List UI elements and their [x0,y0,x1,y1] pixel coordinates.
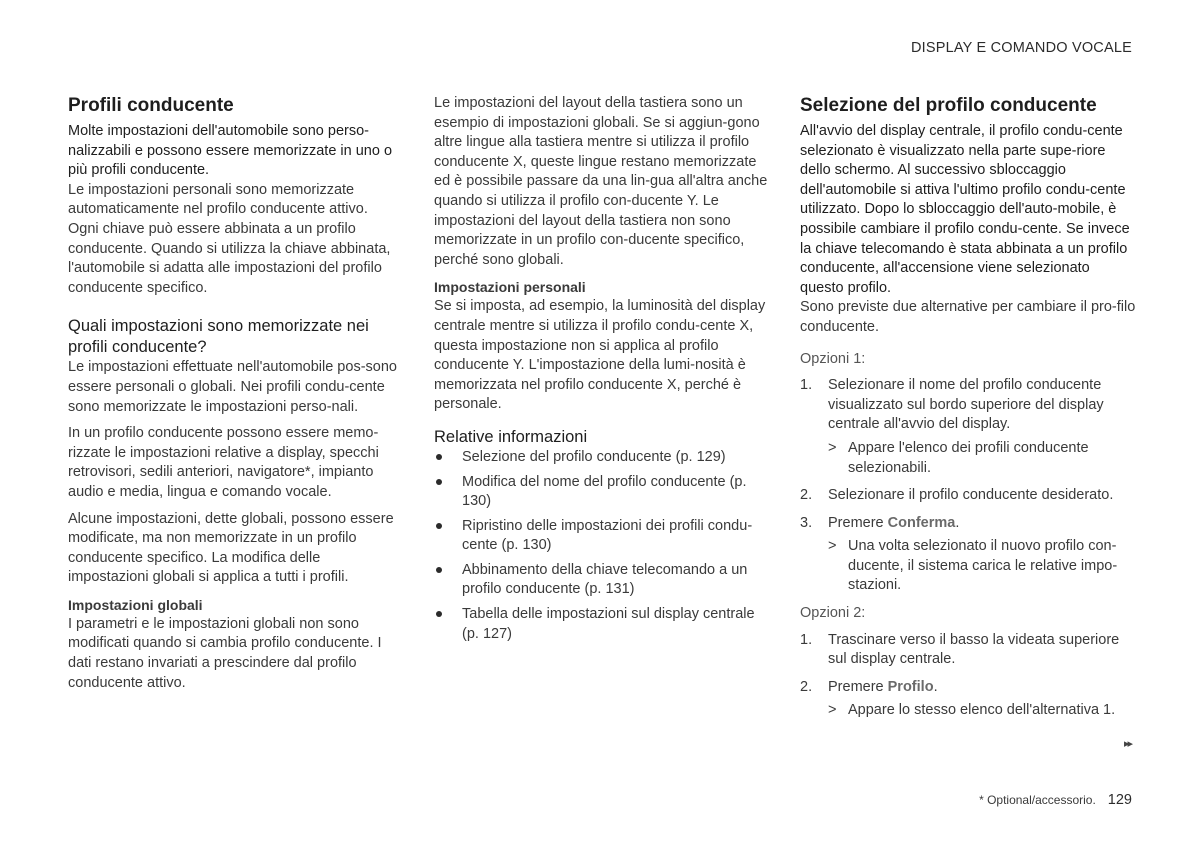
step-result: > Appare l'elenco dei profili conducente selezionabili. [828,439,1089,476]
step-item: 3. Premere Conferma. > Una volta selezionato il nuovo profilo con-ducente, il sistema carica le relative impo-stazioni. [800,514,1136,596]
subtitle-related-info: Relative informazioni [434,427,588,446]
selection-lead: All'avvio del display centrale, il profilo condu-cente selezionato è visualizzato nella parte supe-riore dello schermo. Al successivo sbloccaggio dell'automobile si attiva l'ultimo profilo condu-cente utilizzato. Dopo lo sbloccaggio dell'auto-mobile, è possibile cambiare il profilo condu-cente. Se invece la chiave telecomando è stata abbinata a un profilo conducente, all'accensione viene selezionato questo profilo. [800,123,1130,296]
bullet-icon [436,567,442,573]
related-link[interactable]: Tabella delle impostazioni sul display centrale (p. 127) [434,605,770,644]
steps-option-2 [800,631,1136,721]
step-item: 1. Trascinare verso il basso la videata superiore sul display centrale. [800,631,1120,668]
section-title-profili: Profili conducente [68,95,234,116]
column-left [68,94,400,693]
ui-label-profilo: Profilo [887,678,934,695]
result-arrow-icon: > [828,702,837,719]
related-link[interactable]: Ripristino delle impostazioni dei profili condu-cente (p. 130) [434,517,770,556]
column-right [800,94,1136,729]
option-2-label: Opzioni 2: [800,605,866,622]
paragraph-keyboard-layout: Le impostazioni del layout della tastiera sono un esempio di impostazioni globali. Se si aggiun-gono altre lingue alla tastiera mentre si utilizza il profilo conducente X, queste lingue restano memorizzate ed è possibile passare da una lin-gua all'altra anche quando si utilizza il profilo con-ducente Y. Le impostazioni del layout della tastiera non sono memorizzate in un profilo con-ducente specifico, perché sono globali. [434,95,768,268]
result-arrow-icon: > [828,439,837,456]
subtitle-stored-settings: Quali impostazioni sono memorizzate nei profili conducente? [68,317,369,357]
option-1-label: Opzioni 1: [800,350,866,367]
related-link[interactable]: Abbinamento della chiave telecomando a un profilo conducente (p. 131) [434,561,770,600]
ui-label-conferma: Conferma [887,514,956,531]
bullet-icon [436,454,442,460]
related-link[interactable]: Modifica del nome del profilo conducente (p. 130) [434,473,770,512]
step-item: 2. Premere Profilo. > Appare lo stesso elenco dell'alternativa 1. [800,678,1136,721]
column-middle [434,94,770,649]
paragraph-stored-list: In un profilo conducente possono essere memo-rizzate le impostazioni relative a display, specchi retrovisori, sedili anteriori, navigatore*, impianto audio e media, lingua e comando vocale. [68,425,379,500]
paragraph-personal-storage: Le impostazioni personali sono memorizzate automaticamente nel profilo conducente attivo. Ogni chiave può essere abbinata a un profilo conducente. Quando si utilizza la chiave abbinata, l'automobile si adatta alle impostazioni del profilo conducente specifico. [68,181,391,296]
bullet-icon [436,523,442,529]
paragraph-global-unchanged: I parametri e le impostazioni globali non sono modificati quando si cambia profilo conducente. I dati restano invariati a prescindere dal profilo conducente attivo. [68,615,382,691]
section-header: DISPLAY E COMANDO VOCALE [910,40,1132,56]
related-link[interactable]: Selezione del profilo conducente (p. 129) [434,448,770,468]
footer [979,792,1132,808]
step-result: > Una volta selezionato il nuovo profilo con-ducente, il sistema carica le relative impo-stazioni. [828,538,1118,594]
bullet-icon [436,611,442,617]
subtitle-personal-settings: Impostazioni personali [434,279,586,296]
steps-option-1 [800,376,1136,596]
bullet-icon [436,479,442,485]
paragraph-global-settings: Alcune impostazioni, dette globali, possono essere modificate, ma non memorizzate in un profilo conducente specifico. La modifica delle impostazioni globali si applica a tutti i profili. [68,510,394,586]
related-links-list [434,448,770,644]
paragraph-alternatives: Sono previste due alternative per cambiare il pro-filo conducente. [800,299,1136,335]
footnote-optional: * Optional/accessorio. [979,793,1096,807]
subtitle-global-settings: Impostazioni globali [68,596,203,613]
step-item: 2. Selezionare il profilo conducente desiderato. [800,487,1114,504]
result-arrow-icon: > [828,538,837,555]
continued-arrows-icon: ▸▸ [1124,738,1132,750]
intro-lead: Molte impostazioni dell'automobile sono perso-nalizzabili e possono essere memorizzate in uno o più profili conducente. [68,123,393,179]
step-result: > Appare lo stesso elenco dell'alternativa 1. [828,701,1136,721]
paragraph-personal-global: Le impostazioni effettuate nell'automobile pos-sono essere personali o globali. Nei profili condu-cente sono memorizzate le impostazioni perso-nali. [68,359,397,415]
step-item: 1. Selezionare il nome del profilo conducente visualizzato sul bordo superiore del display centrale all'avvio del display. > Appare l'elenco dei profili conducente selezionabili. [800,376,1136,478]
section-title-selection: Selezione del profilo conducente [800,95,1097,116]
paragraph-brightness-example: Se si imposta, ad esempio, la luminosità del display centrale mentre si utilizza il profilo condu-cente X, questa impostazione non si applica al profilo conducente Y. L'impostazione della lumi-nosità è memorizzata nel profilo conducente X, perché è personale. [434,298,766,413]
page-number: 129 [1107,792,1132,808]
